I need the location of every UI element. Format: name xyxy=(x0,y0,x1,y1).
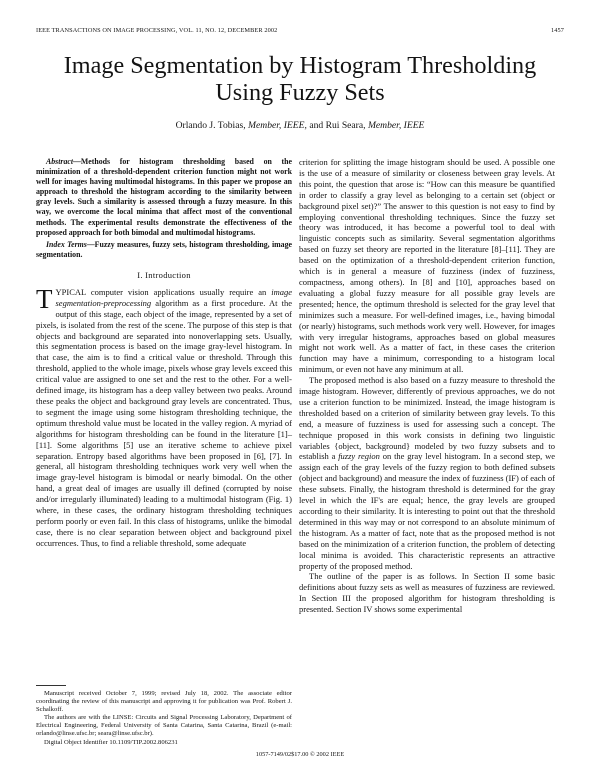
intro-italic-term: image segmentation-preprocessing xyxy=(55,286,292,308)
page-number: 1457 xyxy=(551,27,564,34)
footnote-doi: Digital Object Identifier 10.1109/TIP.2002.806231 xyxy=(44,738,178,746)
index-terms-label: Index Terms— xyxy=(46,239,95,249)
intro-text-start: YPICAL computer vision applications usually require an xyxy=(55,286,272,297)
title-line-2: Using Fuzzy Sets xyxy=(215,79,385,106)
abstract-label: Abstract— xyxy=(46,157,81,166)
index-terms xyxy=(36,240,292,260)
author-line xyxy=(40,120,560,132)
p2-text-rest: on the gray level histogram. In a second step, we assign each of the gray levels of the fuzzy region to both defined subsets (object and background) and measure the index of fuzziness (IF) of each of these subsets. Finally, the histogram threshold is determined for the gray level in which the IF's are equal; hence, the gray levels are grouped according to their similarity. It is interesting to point out that the threshold determined in this way may or not correspond to an absolute minimum of the histogram. As a matter of fact, note that as the proposed method is not based on the minimization of a criterion function, the problem of detecting local minima is avoided. This characteristic represents an attractive property of the proposed method. xyxy=(299,451,555,571)
journal-header: IEEE TRANSACTIONS ON IMAGE PROCESSING, VOL. 11, NO. 12, DECEMBER 2002 xyxy=(36,27,278,34)
abstract-text: Methods for histogram thresholding based on the minimization of a threshold-dependent criterion function might not work well for images having multimodal histograms. In this paper we propose an approach to threshold the histogram according to the similarity between gray levels. Such a similarity is assessed through a fuzzy measure. In this way, we overcome the local minima that affect most of the conventional methods. The experimental results demonstrate the effectiveness of the proposed approach for both bimodal and multimodal histograms. xyxy=(36,157,292,237)
footnote xyxy=(36,690,292,747)
paper-title xyxy=(40,52,560,106)
footnote-received: Manuscript received October 7, 1999; revised July 18, 2002. The associate editor coordinating the review of this manuscript and approving it for publication was Prof. Robert J. Schalkoff. xyxy=(36,690,292,714)
left-column xyxy=(36,157,292,549)
drop-cap: T xyxy=(36,283,53,314)
right-paragraph-2 xyxy=(299,375,555,571)
index-terms-text: Fuzzy measures, fuzzy sets, histogram thresholding, image segmentation. xyxy=(36,239,292,259)
abstract xyxy=(36,157,292,238)
footnote-divider xyxy=(36,685,66,686)
copyright-footer: 1057-7149/02$17.00 © 2002 IEEE xyxy=(255,751,345,758)
author-1-role: Member, IEEE, xyxy=(248,120,307,131)
footnote-affiliation: The authors are with the LINSE: Circuits and Signal Processing Laboratory, Department of Electrical Engineering, Federal University of Santa Catarina, Santa Catarina, Brazil (e-mail: orlando@linse.ufsc.br; seara@linse.ufsc.br). xyxy=(36,714,292,738)
p2-text-start: The proposed method is also based on a fuzzy measure to threshold the image histogram. However, differently of previous approaches, we do not use a criterion function to be minimized. Instead, the image histogram is thresholded based on a criterion of similarity between gray levels. To this end, a measure of fuzziness is used for assessing such a concept. The technique proposed in this work consists in defining two linguistic variables {object, background} modeled by two fuzzy subsets and to establish a xyxy=(299,375,555,462)
author-1: Orlando J. Tobias, xyxy=(175,120,246,131)
title-line-1: Image Segmentation by Histogram Thresholding xyxy=(63,52,537,79)
section-heading-introduction: I. Introduction xyxy=(137,269,191,280)
right-paragraph-1: criterion for splitting the image histogram should be used. A possible one is the use of a measure of similarity or closeness between gray levels. At this point, the question that arose is: “How can this measure be quantified in order to classify a gray level as belonging to a certain set (object or background pixel set)?” The answer to this question is not easy to find by employing conventional thresholding techniques. Since the fuzzy set theory was introduced, it has become a powerful tool to deal with linguistic concepts such as similarity. Several segmentation algorithms based on fuzzy set theory are reported in the literature [8]–[11]. They are based on the optimization of a threshold-dependent criterion function, which is in general a measure of fuzziness (index of fuzziness, compactness, among others). In [8] and [10], approaches based on evaluating a global fuzzy measure for all possible gray levels are presented; hence, the optimum threshold is selected for the gray level that minimizes such a measure. For well-defined images, i.e., having bimodal (or nearly) histograms, such methods work very well. However, for images with very irregular histograms, approaches based on global measures might not work well. As a matter of fact, in these cases the criterion function may have a minimum, corresponding to a histogram local minimum, or even not have any minimum at all. xyxy=(299,157,555,375)
right-column xyxy=(299,157,555,615)
p2-italic-term: fuzzy region xyxy=(338,451,380,462)
intro-text-rest: algorithm as a first procedure. At the output of this stage, each object of the image, represented by a set of pixels, is isolated from the rest of the scene. The purpose of this step is that objects and background are separated into nonoverlapping sets. Usually, this segmentation process is based on the image gray-level histogram. In that case, the aim is to find a critical value or threshold. Through this threshold, applied to the whole image, pixels whose gray levels exceed this critical value are assigned to one set and the rest to the other. For a well-defined image, its histogram has a deep valley between two peaks. Around these peaks the object and background gray levels are concentrated. Thus, to segment the image using some histogram thresholding technique, the optimum threshold value must be located in the valley region. A myriad of algorithms for histogram thresholding can be found in the literature [1]–[11]. Some algorithms [5] use an iterative scheme to achieve pixel separation. Entropy based algorithms have been proposed in [6], [7]. In general, all histogram thresholding techniques work very well when the image gray-level histogram is bimodal or nearly bimodal. On the other hand, a great deal of images are usually ill defined (corrupted by noise and/or irregularly illuminated) leading to a multimodal histogram (Fig. 1) where, in these cases, the ordinary histogram thresholding techniques perform poorly or even fail. In this class of histograms, unlike the bimodal case, there is no clear separation between object and background pixel occurrences. Thus, to find a reliable threshold, some adequate xyxy=(36,297,292,548)
author-2-role: Member, IEEE xyxy=(367,120,425,131)
introduction-paragraph xyxy=(36,283,292,549)
author-2: and Rui Seara, xyxy=(309,120,366,131)
right-paragraph-3: The outline of the paper is as follows. In Section II some basic definitions about fuzzy sets as well as measures of fuzziness are reviewed. In Section III the proposed algorithm for histogram thresholding is presented. Section IV shows some experimental xyxy=(299,571,555,615)
